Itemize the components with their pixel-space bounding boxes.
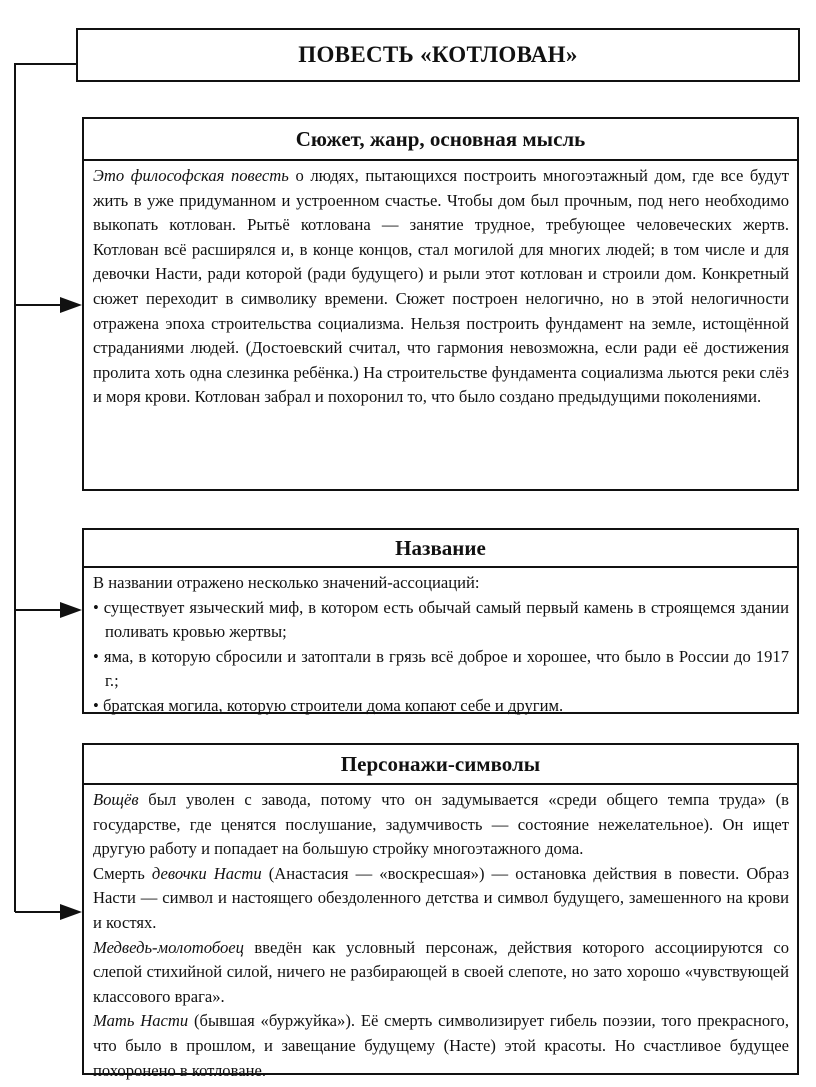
character-name: девочки Насти bbox=[151, 863, 262, 883]
list-item: • существует языческий миф, в котором есть обычай самый первый камень в строящемся здании поливать кровью жертвы; bbox=[93, 597, 789, 642]
section-body bbox=[84, 785, 797, 1087]
arrowhead-plot bbox=[60, 297, 82, 313]
character-name: Медведь-молотобоец bbox=[93, 937, 244, 957]
list-item: • яма, в которую сбросили и затоптали в грязь всё доброе и хорошее, что было в России до 1917 г.; bbox=[93, 646, 789, 691]
character-nastya: Смерть девочки Насти (Анастасия — «воскресшая») — остановка действия в повести. Образ Насти — символ и настоящего обездоленного детства и символ будущего, замешенного на крови и костях. bbox=[93, 863, 789, 932]
character-name: Вощёв bbox=[93, 790, 139, 809]
character-mother: Мать Насти (бывшая «буржуйка»). Её смерть символизирует гибель поэзии, того прекрасного, что было в прошлом, и завещание будущему (Насте) этой красоты. Но счастливое будущее похоронено в котловане. bbox=[93, 1011, 790, 1080]
page-title: ПОВЕСТЬ «КОТЛОВАН» bbox=[76, 28, 800, 82]
section-body bbox=[84, 161, 797, 414]
character-vozhchev: Вощёв был уволен с завода, потому что он задумывается «среди общего темпа труда» (в государстве, где ценятся послушание, задумчивость — состояние нежелательное). Он ищет другую работу и попадает на большую стройку многоэтажного дома. bbox=[93, 790, 789, 859]
characters-section bbox=[82, 743, 799, 1080]
list-item: • братская могила, которую строители дома копают себе и другим. bbox=[93, 695, 564, 715]
arrowhead-characters bbox=[60, 904, 82, 920]
intro-text: В названии отражено несколько значений-ассоциаций: bbox=[93, 573, 480, 592]
character-bear: Медведь-молотобоец введён как условный персонаж, действия которого ассоциируются со слепой стихийной силой, ничего не разбирающей в своей слепоте, но зато хорошо «чувствующей классового врага». bbox=[93, 937, 789, 1006]
section-heading: Персонажи-символы bbox=[84, 745, 797, 785]
plot-genre-section bbox=[82, 117, 799, 491]
section-heading: Сюжет, жанр, основная мысль bbox=[84, 119, 797, 161]
genre-lead: Это философская повесть bbox=[93, 166, 289, 185]
section-body bbox=[84, 568, 797, 723]
connector-trunk bbox=[15, 64, 76, 912]
section-heading: Название bbox=[84, 530, 797, 568]
character-name: Мать Насти bbox=[93, 1011, 189, 1031]
arrowhead-title bbox=[60, 602, 82, 618]
title-meaning-section bbox=[82, 528, 799, 714]
plot-text: о людях, пытающихся построить многоэтажный дом, где все будут жить в уже придуманном и устроенном счастье. Чтобы дом был прочным, под него необходимо выкопать котлован. Рытьё котлована — занятие трудное, требующее человеческих жертв. Котлован всё расширялся и, в конце концов, стал могилой для многих людей; в том числе и для девочки Насти, ради которой (ради будущего) и рыли этот котлован и строили дом. Конкретный сюжет переходит в символику времени. Сюжет построен нелогично, но в этой нелогичности отражена эпоха строительства социализма. Нельзя построить фундамент на земле, истощённой страданиями людей. (Достоевский считал, что гармония невозможна, если ради её достижения пролита хоть одна слезинка ребёнка.) На строительстве фундамента социализма льются реки слёз и моря крови. Котлован забрал и похоронил то, что было создано предыдущими поколениями. bbox=[93, 166, 789, 407]
